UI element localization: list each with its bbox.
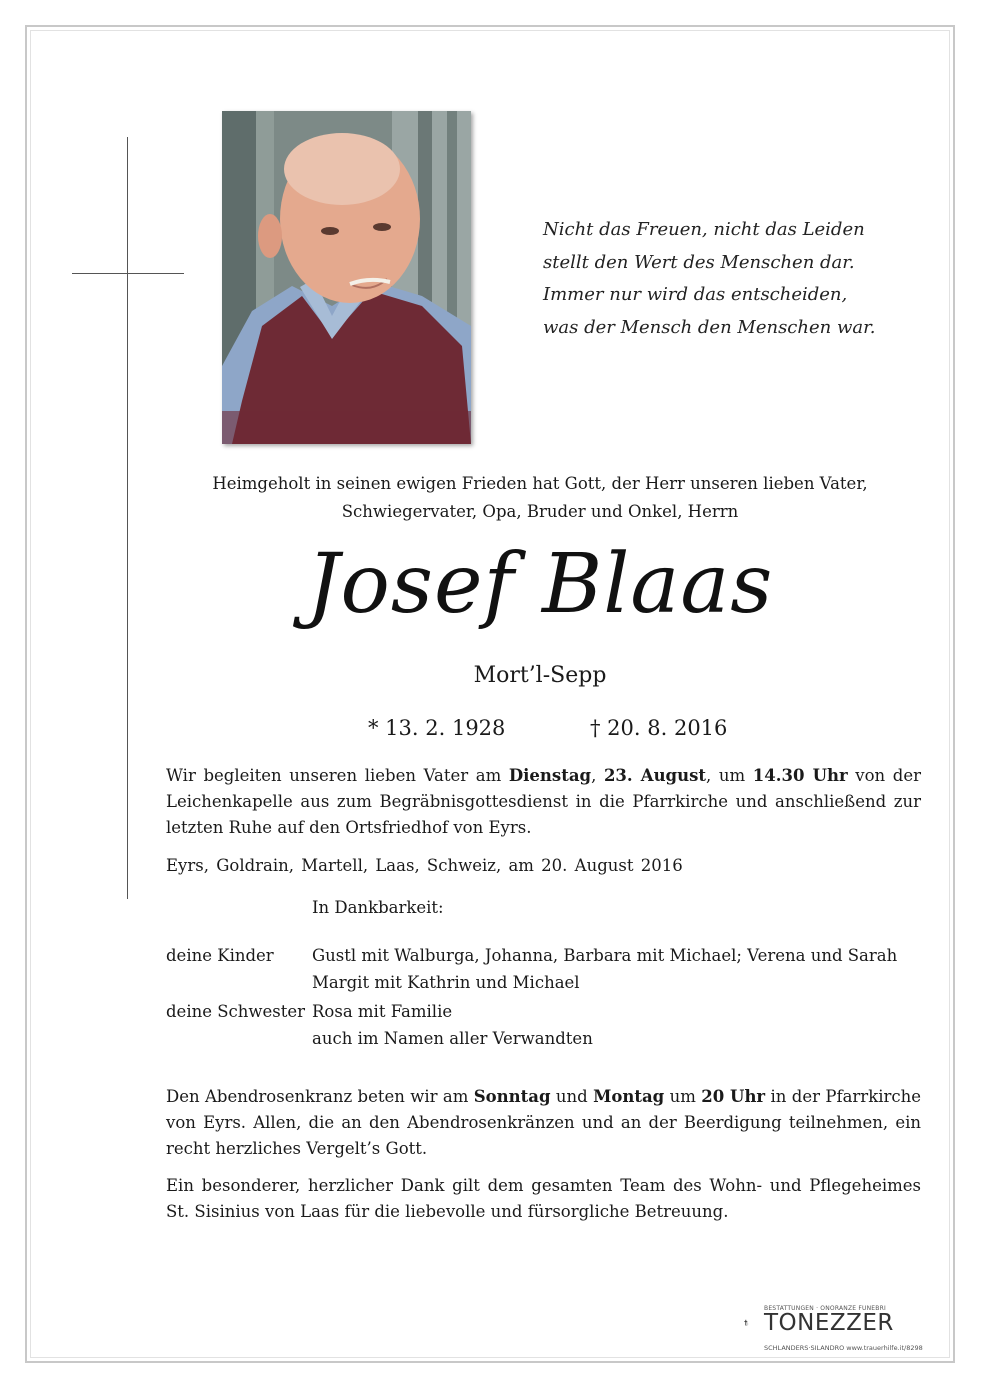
- sister-line: Rosa mit Familie: [312, 1002, 453, 1021]
- intro-line: Heimgeholt in seinen ewigen Frieden hat Gott, der Herr unseren lieben Vater,: [212, 474, 868, 493]
- children-label: deine Kinder: [166, 946, 274, 965]
- sister-label: deine Schwester: [166, 1002, 306, 1021]
- birth-date: * 13. 2. 1928: [368, 716, 506, 740]
- poem-line: stellt den Wert des Menschen dar.: [543, 251, 855, 273]
- special-thanks: Ein besonderer, herzlicher Dank gilt dem gesamten Team des Wohn- und Pflegeheimes St. Sisinius von Laas für die liebevolle und fürsorgliche Betreuung.: [166, 1176, 921, 1221]
- poem-line: Nicht das Freuen, nicht das Leiden: [543, 219, 865, 240]
- death-date: † 20. 8. 2016: [590, 716, 728, 740]
- children-line: Gustl mit Walburga, Johanna, Barbara mit Michael; Verena und Sarah: [312, 946, 898, 965]
- text-segment: um: [664, 1087, 702, 1106]
- funeral-date: 23. August: [603, 766, 707, 785]
- rosary-time: 20 Uhr: [701, 1087, 766, 1106]
- children-line: Margit mit Kathrin und Michael: [312, 973, 580, 992]
- memorial-poem: [543, 214, 876, 344]
- portrait-photo: [222, 111, 471, 444]
- funeral-day: Dienstag: [508, 766, 592, 785]
- text-segment: ,: [591, 766, 604, 785]
- deceased-nickname: Mort’l-Sepp: [473, 663, 607, 688]
- gratitude-heading: In Dankbarkeit:: [312, 898, 444, 917]
- deceased-name: Josef Blaas: [306, 537, 774, 632]
- text-segment: in der Pfarrkirche von Eyrs. Allen, die an den Abendrosenkränzen und an der Beerdigung teilnehmen, ein recht herzliches Vergelt’s Gott.: [166, 1087, 921, 1158]
- poem-line: Immer nur wird das entscheiden,: [543, 284, 848, 305]
- place-and-date: Eyrs, Goldrain, Martell, Laas, Schweiz, am 20. August 2016: [166, 856, 683, 875]
- cross-horizontal-line: [72, 273, 184, 274]
- cross-vertical-line: [127, 137, 128, 899]
- logo-subtitle: SCHLANDERS·SILANDRO www.trauerhilfe.it/8298: [764, 1344, 923, 1352]
- text-segment: und: [550, 1087, 594, 1106]
- rosary-day: Sonntag: [473, 1087, 551, 1106]
- text-segment: , um: [706, 766, 753, 785]
- intro-line: Schwiegervater, Opa, Bruder und Onkel, Herrn: [341, 502, 739, 521]
- rosary-day: Montag: [593, 1087, 665, 1106]
- relatives-line: auch im Namen aller Verwandten: [312, 1029, 593, 1048]
- intro-text: [160, 470, 920, 526]
- funeral-time: 14.30 Uhr: [752, 766, 848, 785]
- text-segment: Den Abendrosenkranz beten wir am: [166, 1087, 474, 1106]
- logo-name: TONEZZER: [764, 1310, 894, 1336]
- logo-tagline: BESTATTUNGEN · ONORANZE FUNEBRI: [764, 1305, 886, 1312]
- funeral-announcement: [166, 763, 921, 841]
- portrait-illustration: [222, 111, 471, 444]
- text-segment: von der Leichenkapelle aus zum Begräbnisgottesdienst in die Pfarrkirche und anschließend zur letzten Ruhe auf den Ortsfriedhof von Eyrs.: [166, 766, 921, 837]
- poem-line: was der Mensch den Menschen war.: [543, 316, 876, 338]
- rosary-announcement: [166, 1084, 921, 1162]
- text-segment: Wir begleiten unseren lieben Vater am: [166, 766, 509, 785]
